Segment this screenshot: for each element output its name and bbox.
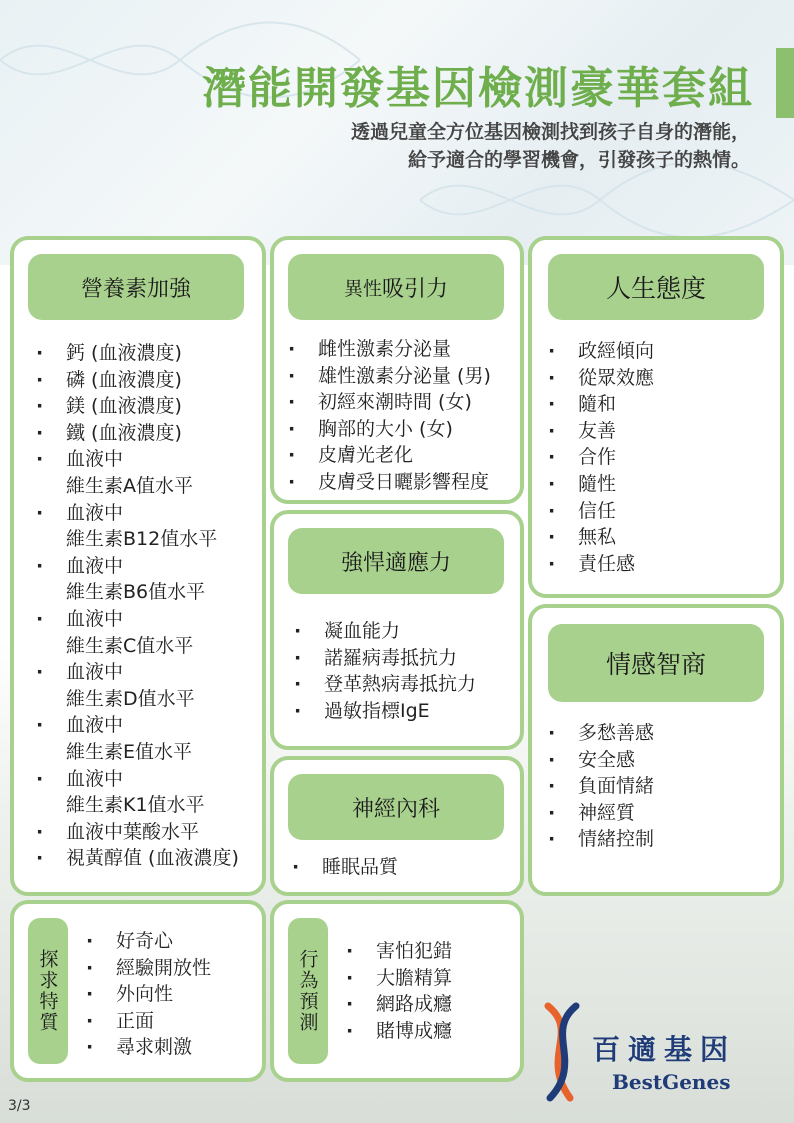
eq-list-item: · 情緒控制 [548, 826, 654, 853]
behavior-title: 行為預測 [288, 918, 328, 1064]
nutrition-list-item: · 血液中 維生素E值水平 [36, 712, 239, 765]
attraction-list-item: · 初經來潮時間 (女) [288, 389, 491, 416]
resilience-list-item: · 諾羅病毒抵抗力 [294, 645, 476, 672]
nutrition-list [36, 340, 239, 872]
attitude-list-item: · 合作 [548, 444, 654, 471]
eq-title: 情感智商 [548, 624, 764, 702]
nutrition-list-item: · 鎂 (血液濃度) [36, 393, 239, 420]
subtitle-line-1: 透過兒童全方位基因檢測找到孩子自身的潛能， [350, 121, 750, 143]
page-title: 潛能開發基因檢測豪華套組 [202, 63, 754, 114]
resilience-list-item: · 登革熱病毒抵抗力 [294, 671, 476, 698]
behavior-list-item: · 大膽精算 [346, 965, 452, 992]
neuro-list [292, 854, 398, 881]
nutrition-list-item: · 視黃醇值 (血液濃度) [36, 845, 239, 872]
eq-list [548, 720, 654, 853]
nutrition-list-item: · 血液中 維生素C值水平 [36, 606, 239, 659]
explore-list-item: · 經驗開放性 [86, 955, 211, 982]
nutrition-card [10, 236, 266, 896]
nutrition-list-item: · 血液中 維生素A值水平 [36, 446, 239, 499]
attraction-title-large: 吸引力 [382, 276, 449, 302]
eq-list-item: · 神經質 [548, 800, 654, 827]
attitude-list-item: · 從眾效應 [548, 365, 654, 392]
nutrition-list-item: · 血液中 維生素K1值水平 [36, 766, 239, 819]
resilience-card [270, 510, 524, 750]
nutrition-list-item: · 鐵 (血液濃度) [36, 420, 239, 447]
explore-card [10, 900, 266, 1082]
explore-list-item: · 正面 [86, 1008, 211, 1035]
neuro-list-item: · 睡眠品質 [292, 854, 398, 881]
attitude-list-item: · 隨和 [548, 391, 654, 418]
attraction-list [288, 336, 491, 496]
nutrition-list-item: · 血液中 維生素B6值水平 [36, 553, 239, 606]
eq-list-item: · 多愁善感 [548, 720, 654, 747]
attitude-title: 人生態度 [548, 254, 764, 320]
resilience-list-item: · 凝血能力 [294, 618, 476, 645]
behavior-list-item: · 網路成癮 [346, 991, 452, 1018]
nutrition-list-item: · 血液中葉酸水平 [36, 819, 239, 846]
attraction-list-item: · 胸部的大小 (女) [288, 416, 491, 443]
neuro-title: 神經內科 [288, 774, 504, 840]
attraction-title-small: 異性 [343, 277, 382, 300]
nutrition-list-item: · 血液中 維生素B12值水平 [36, 500, 239, 553]
explore-list [86, 928, 211, 1061]
subtitle-line-2: 給予適合的學習機會，引發孩子的熱情。 [407, 149, 750, 171]
resilience-list [294, 618, 476, 724]
nutrition-list-item: · 磷 (血液濃度) [36, 367, 239, 394]
attitude-list-item: · 信任 [548, 498, 654, 525]
page-subtitle [351, 118, 750, 174]
explore-list-item: · 外向性 [86, 981, 211, 1008]
nutrition-list-item: · 血液中 維生素D值水平 [36, 659, 239, 712]
accent-bar [776, 48, 794, 118]
attitude-list-item: · 責任感 [548, 551, 654, 578]
attitude-card [528, 236, 784, 598]
attitude-list-item: · 政經傾向 [548, 338, 654, 365]
attitude-list [548, 338, 654, 577]
logo-name-en: BestGenes [612, 1070, 731, 1094]
explore-list-item: · 尋求刺激 [86, 1034, 211, 1061]
attraction-title [288, 254, 504, 320]
logo-name-cn: 百適基因 [592, 1033, 737, 1066]
attraction-list-item: · 雌性激素分泌量 [288, 336, 491, 363]
behavior-list [346, 938, 452, 1044]
attitude-list-item: · 友善 [548, 418, 654, 445]
attraction-list-item: · 皮膚受日曬影響程度 [288, 469, 491, 496]
attraction-list-item: · 皮膚光老化 [288, 442, 491, 469]
page-number: 3/3 [8, 1098, 31, 1114]
eq-list-item: · 安全感 [548, 747, 654, 774]
attitude-list-item: · 隨性 [548, 471, 654, 498]
eq-card [528, 604, 784, 896]
nutrition-title: 營養素加強 [28, 254, 244, 320]
resilience-list-item: · 過敏指標IgE [294, 698, 476, 725]
nutrition-list-item: · 鈣 (血液濃度) [36, 340, 239, 367]
behavior-list-item: · 害怕犯錯 [346, 938, 452, 965]
behavior-card [270, 900, 524, 1082]
eq-list-item: · 負面情緒 [548, 773, 654, 800]
explore-list-item: · 好奇心 [86, 928, 211, 955]
attitude-list-item: · 無私 [548, 524, 654, 551]
attraction-card [270, 236, 524, 504]
behavior-list-item: · 賭博成癮 [346, 1018, 452, 1045]
neuro-card [270, 756, 524, 896]
attraction-list-item: · 雄性激素分泌量 (男) [288, 363, 491, 390]
explore-title: 探求特質 [28, 918, 68, 1064]
resilience-title: 強悍適應力 [288, 528, 504, 594]
